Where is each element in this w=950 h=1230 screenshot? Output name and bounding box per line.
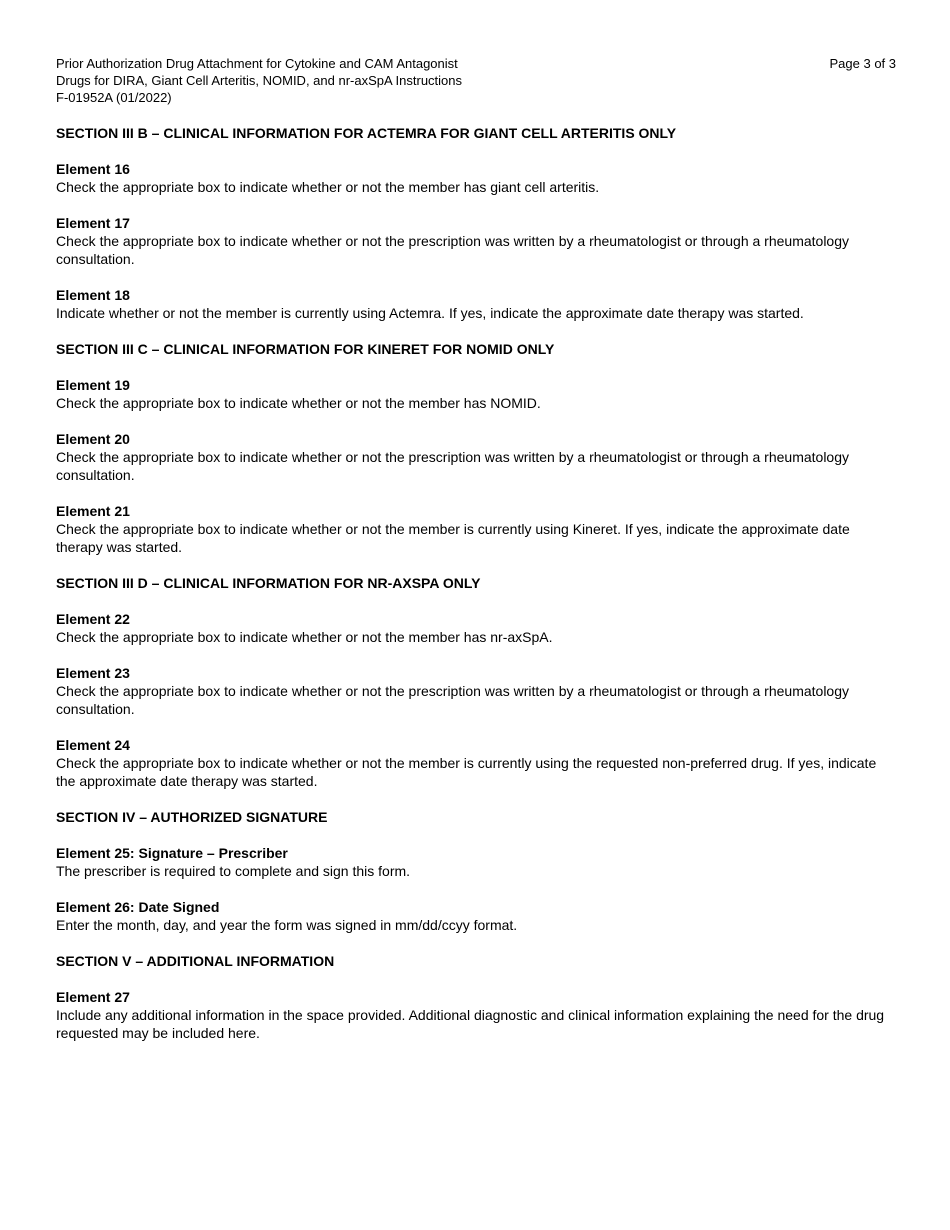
element-21 bbox=[56, 502, 896, 556]
section-title: SECTION V – ADDITIONAL INFORMATION bbox=[56, 953, 335, 969]
element-title: Element 24 bbox=[56, 737, 130, 753]
form-number: F-01952A (01/2022) bbox=[56, 90, 172, 105]
section-v bbox=[56, 952, 896, 1042]
element-text: Check the appropriate box to indicate whether or not the prescription was written by a rheumatologist or through a rheumatology consultation. bbox=[56, 233, 849, 267]
element-text: Check the appropriate box to indicate whether or not the prescription was written by a rheumatologist or through a rheumatology consultation. bbox=[56, 683, 849, 717]
element-title: Element 27 bbox=[56, 989, 130, 1005]
element-text: The prescriber is required to complete and sign this form. bbox=[56, 863, 411, 879]
section-iv bbox=[56, 808, 896, 934]
section-iii-b bbox=[56, 124, 896, 322]
header-line-2: Drugs for DIRA, Giant Cell Arteritis, NOMID, and nr-axSpA Instructions bbox=[56, 73, 463, 88]
element-title: Element 16 bbox=[56, 161, 130, 177]
element-text: Check the appropriate box to indicate whether or not the prescription was written by a rheumatologist or through a rheumatology consultation. bbox=[56, 449, 849, 483]
element-19 bbox=[56, 376, 896, 412]
element-title: Element 18 bbox=[56, 287, 130, 303]
section-iii-d bbox=[56, 574, 896, 790]
element-25 bbox=[56, 844, 896, 880]
element-18 bbox=[56, 286, 896, 322]
header-line-1: Prior Authorization Drug Attachment for Cytokine and CAM Antagonist bbox=[56, 56, 458, 71]
section-iii-c bbox=[56, 340, 896, 556]
element-title: Element 22 bbox=[56, 611, 130, 627]
element-text: Check the appropriate box to indicate whether or not the member is currently using Kineret. If yes, indicate the approximate date therapy was started. bbox=[56, 521, 850, 555]
element-text: Indicate whether or not the member is currently using Actemra. If yes, indicate the approximate date therapy was started. bbox=[56, 305, 804, 321]
element-text: Enter the month, day, and year the form was signed in mm/dd/ccyy format. bbox=[56, 917, 518, 933]
element-text: Include any additional information in the space provided. Additional diagnostic and clinical information explaining the need for the drug requested may be included here. bbox=[56, 1007, 885, 1041]
element-text: Check the appropriate box to indicate whether or not the member has nr-axSpA. bbox=[56, 629, 553, 645]
element-text: Check the appropriate box to indicate whether or not the member is currently using the requested non-preferred drug. If yes, indicate the approximate date therapy was started. bbox=[56, 755, 877, 789]
page-number: Page 3 of 3 bbox=[829, 56, 896, 71]
element-17 bbox=[56, 214, 896, 268]
element-title: Element 25: Signature – Prescriber bbox=[56, 845, 288, 861]
element-title: Element 17 bbox=[56, 215, 130, 231]
document-page bbox=[56, 55, 896, 1042]
section-title: SECTION III C – CLINICAL INFORMATION FOR KINERET FOR NOMID ONLY bbox=[56, 341, 555, 357]
element-16 bbox=[56, 160, 896, 196]
element-26 bbox=[56, 898, 896, 934]
element-title: Element 21 bbox=[56, 503, 130, 519]
element-title: Element 20 bbox=[56, 431, 130, 447]
element-20 bbox=[56, 430, 896, 484]
element-text: Check the appropriate box to indicate whether or not the member has NOMID. bbox=[56, 395, 541, 411]
element-24 bbox=[56, 736, 896, 790]
section-title: SECTION III D – CLINICAL INFORMATION FOR NR-AXSPA ONLY bbox=[56, 575, 481, 591]
element-27 bbox=[56, 988, 896, 1042]
element-title: Element 26: Date Signed bbox=[56, 899, 220, 915]
section-title: SECTION IV – AUTHORIZED SIGNATURE bbox=[56, 809, 328, 825]
element-text: Check the appropriate box to indicate whether or not the member has giant cell arteritis. bbox=[56, 179, 600, 195]
element-title: Element 19 bbox=[56, 377, 130, 393]
page-header bbox=[56, 55, 896, 106]
element-23 bbox=[56, 664, 896, 718]
section-title: SECTION III B – CLINICAL INFORMATION FOR ACTEMRA FOR GIANT CELL ARTERITIS ONLY bbox=[56, 125, 677, 141]
element-title: Element 23 bbox=[56, 665, 130, 681]
element-22 bbox=[56, 610, 896, 646]
